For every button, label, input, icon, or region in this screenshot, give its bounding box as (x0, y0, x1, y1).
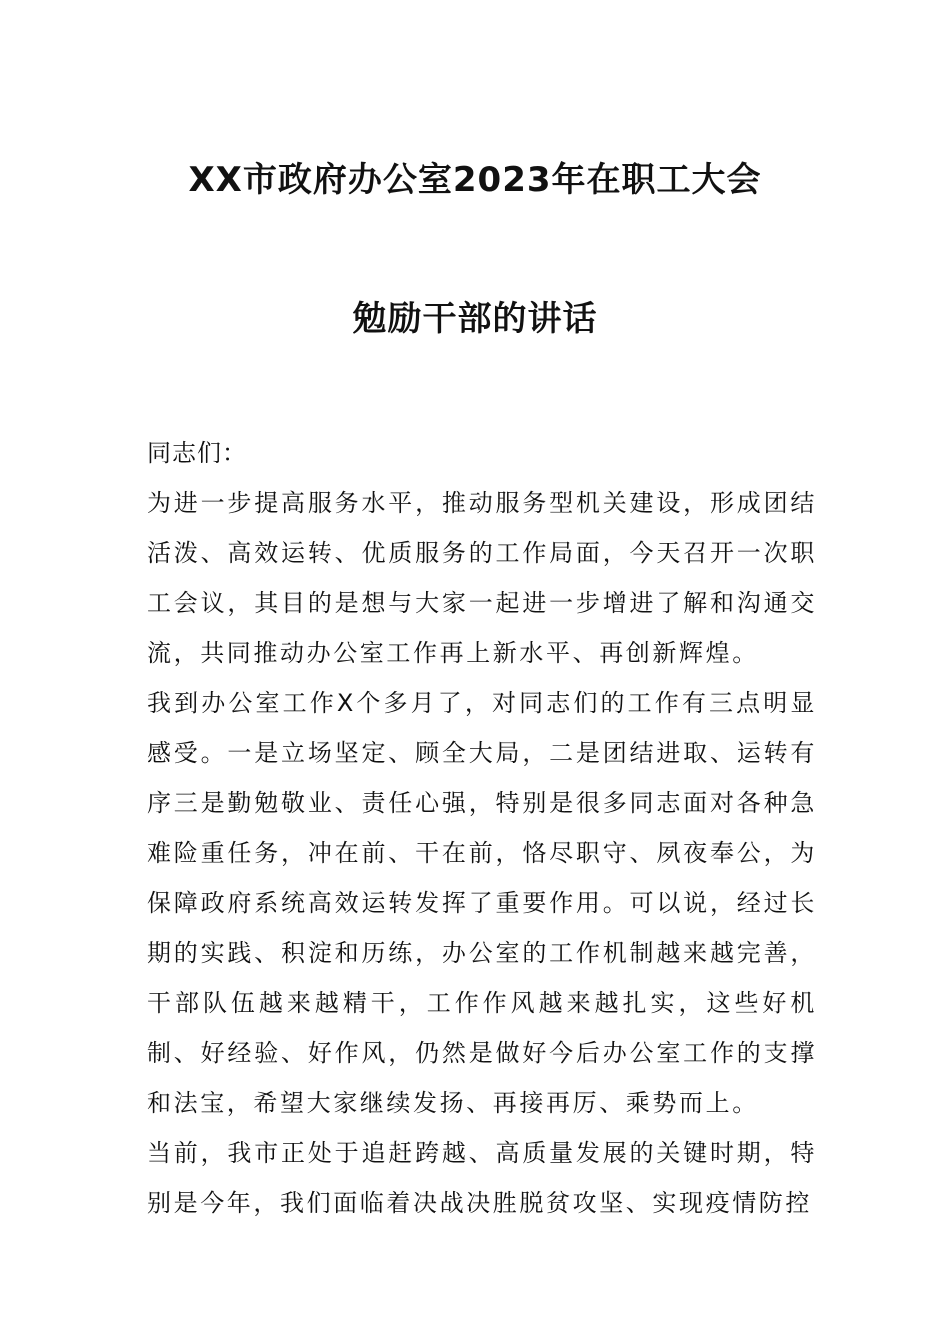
paragraph-1: 为进一步提高服务水平，推动服务型机关建设，形成团结活泼、高效运转、优质服务的工作局面，今天召开一次职工会议，其目的是想与大家一起进一步增进了解和沟通交流，共同推动办公室工作再上新水平、再创新辉煌。 (147, 489, 817, 667)
paragraph-3: 当前，我市正处于追赶跨越、高质量发展的关键时期，特别是今年，我们面临着决战决胜脱贫攻坚、实现疫情防控 (147, 1139, 817, 1217)
document-title-line-1: XX市政府办公室2023年在职工大会 (188, 160, 762, 200)
document-title-line-2: 勉励干部的讲话 (352, 299, 598, 339)
document-body (147, 428, 817, 1228)
paragraph-2: 我到办公室工作X个多月了，对同志们的工作有三点明显感受。一是立场坚定、顾全大局，二是团结进取、运转有序三是勤勉敬业、责任心强，特别是很多同志面对各种急难险重任务，冲在前、干在前，恪尽职守、夙夜奉公，为保障政府系统高效运转发挥了重要作用。可以说，经过长期的实践、积淀和历练，办公室的工作机制越来越完善，干部队伍越来越精干，工作作风越来越扎实，这些好机制、好经验、好作风，仍然是做好今后办公室工作的支撑和法宝，希望大家继续发扬、再接再厉、乘势而上。 (147, 689, 817, 1117)
salutation: 同志们： (147, 439, 247, 467)
